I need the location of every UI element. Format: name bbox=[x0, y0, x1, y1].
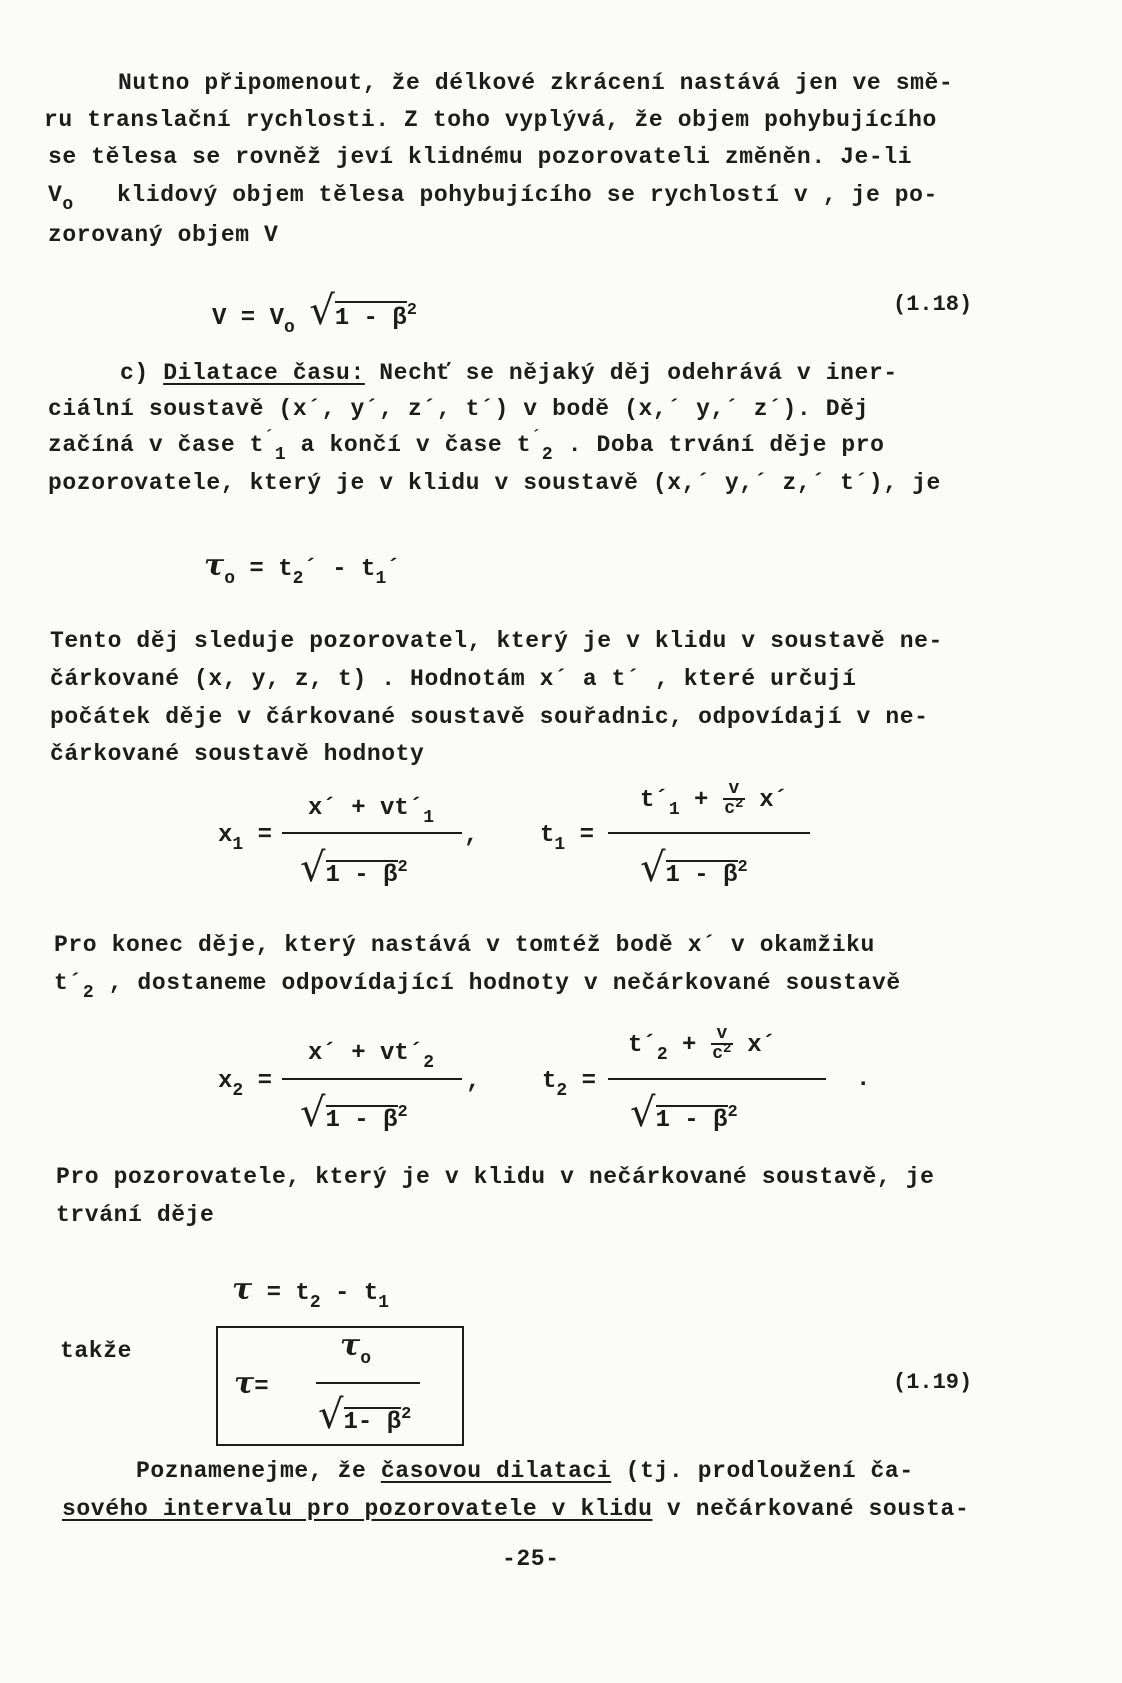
equation-number-1-18: (1.18) bbox=[893, 292, 973, 317]
paragraph1-line4: $V_o$ klidový objem tělesa pohybujícího se rychlostí v , je po- bbox=[48, 182, 938, 215]
page-number: -25- bbox=[502, 1546, 560, 1572]
equation-1-18: $V = V_o$ $√1 - \beta^2$ bbox=[212, 288, 417, 338]
section-heading: Dilatace času: bbox=[163, 360, 365, 386]
paragraph2-line1: c) Dilatace času: Nechť se nějaký děj odehrává v iner- bbox=[120, 360, 898, 386]
paragraph3-line4: čárkované soustavě hodnoty bbox=[50, 741, 425, 767]
paragraph5-line2: trvání děje bbox=[56, 1202, 215, 1228]
equation-tau0: $\tau_o$ = $t_2´$ - $t_1´$ bbox=[204, 548, 401, 589]
paragraph3-line1: Tento děj sleduje pozorovatel, který je v klidu v soustavě ne- bbox=[50, 628, 943, 654]
paragraph6-line1: Poznamenejme, že časovou dilataci (tj. prodloužení ča- bbox=[136, 1458, 914, 1484]
paragraph6-line2: sového intervalu pro pozorovatele v klidu v nečárkované sousta- bbox=[62, 1496, 970, 1522]
paragraph4-line2: $t´_2$ , dostaneme odpovídající hodnoty v nečárkované soustavě bbox=[54, 970, 901, 1003]
equation-number-1-19: (1.19) bbox=[893, 1370, 973, 1395]
paragraph2-line3: začíná v čase $t^´_1$ a končí v čase $t^´_2$ . Doba trvání děje pro bbox=[48, 428, 885, 465]
equation-tau: $\tau = t_2 - t_1$ bbox=[232, 1272, 390, 1313]
paragraph1-line3: se tělesa se rovněž jeví klidnému pozorovateli změněn. Je-li bbox=[48, 144, 913, 170]
paragraph2-line2: ciální soustavě (x´, y´, z´, t´) v bodě (x,´ y,´ z´). Děj bbox=[48, 396, 869, 422]
paragraph4-line1: Pro konec děje, který nastává v tomtéž bodě x´ v okamžiku bbox=[54, 932, 875, 958]
paragraph3-line2: čárkované (x, y, z, t) . Hodnotám x´ a t´ , které určují bbox=[50, 666, 857, 692]
equation-1-19-prefix: takže bbox=[60, 1338, 133, 1364]
paragraph5-line1: Pro pozorovatele, který je v klidu v nečárkované soustavě, je bbox=[56, 1164, 935, 1190]
paragraph1-line2: ru translační rychlosti. Z toho vyplývá, že objem pohybujícího bbox=[44, 107, 937, 133]
paragraph3-line3: počátek děje v čárkované soustavě souřadnic, odpovídají v ne- bbox=[50, 704, 929, 730]
paragraph1-line1: Nutno připomenout, že délkové zkrácení nastává jen ve smě- bbox=[118, 70, 954, 96]
document-page: Nutno připomenout, že délkové zkrácení nastává jen ve smě- ru translační rychlosti. Z toho vyplývá, že objem pohybujícího se tělesa se rovněž jeví klidnému pozorovateli změněn. Je-li $V_o$ klidový objem tělesa pohybujícího se rychlostí v , je po- zorovaný objem V $V = V_o$ $√1 - \beta^2$ (1.18) c) Dilatace času: Nechť se nějaký děj odehrává v iner- ciální soustavě (x´, y´, z´, t´) v bodě (x,´ y,´ z´). Děj začíná v čase $t^´_1$ a končí v čase $t^´_2$ . Doba trvání děje pro pozorovatele, který je v klidu v soustavě (x,´ y,´ z,´ t´), je $\tau_o$ = $t_2´$ - $t_1´$ Tento děj sleduje pozorovatel, který je v klidu v soustavě ne- čárkované (x, y, z, t) . Hodnotám x´ a t´ , které určují počátek děje v čárkované soustavě souřadnic, odpovídají v ne- čárkované soustavě hodnoty $x_1$ = x´ + $vt´_1$ $√1 - \beta^2$ , $t_1$ = $t´_1 + \frac{v}{c^2}$ x´ $√1 - \beta^2$ Pro konec děje, který nastává v tomtéž bodě x´ v okamžiku $t´_2$ , dostaneme odpovídající hodnoty v nečárkované soustavě $x_2$ = x´ + $vt´_2$ $√1 - \beta^2$ , $t_2$ = $t´_2 + \frac{v}{c^2}$ x´ $√1 - \beta^2$ . Pro pozorovatele, který je v klidu v nečárkované soustavě, je trvání děje $\tau = t_2 - t_1$ takže τ= $\tau_o$ √1- $\beta^2$ (1.19) Poznamenejme, že časovou dilataci (tj. prodloužení ča- sového intervalu pro pozorovatele v klidu v nečárkované sousta- -25- bbox=[44, 70, 973, 1572]
paragraph2-line4: pozorovatele, který je v klidu v soustavě (x,´ y,´ z,´ t´), je bbox=[48, 470, 941, 496]
paragraph1-line5: zorovaný objem V bbox=[48, 222, 279, 248]
